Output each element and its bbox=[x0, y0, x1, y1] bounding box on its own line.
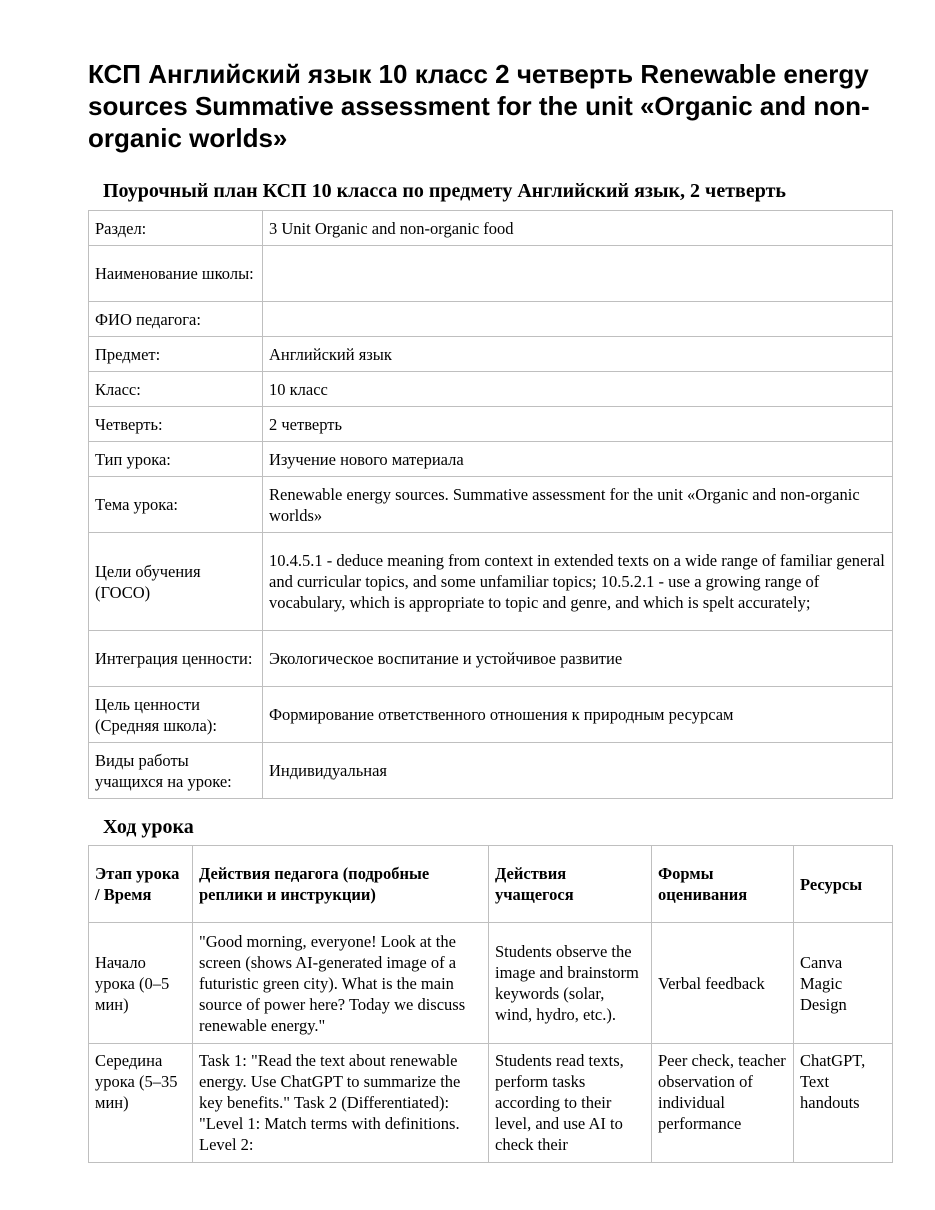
info-label: Цели обучения (ГОСО) bbox=[89, 533, 263, 631]
info-value: Формирование ответственного отношения к природным ресурсам bbox=[263, 687, 893, 743]
info-value: 3 Unit Organic and non-organic food bbox=[263, 211, 893, 246]
table-cell: Начало урока (0–5 мин) bbox=[89, 923, 193, 1044]
table-row bbox=[89, 442, 893, 477]
table-cell bbox=[489, 1044, 652, 1163]
info-label: Тип урока: bbox=[89, 442, 263, 477]
table-row bbox=[89, 477, 893, 533]
table-cell: Canva Magic Design bbox=[794, 923, 893, 1044]
cell-text: Peer check, teacher observation of individual performance bbox=[658, 1051, 786, 1133]
table-cell bbox=[794, 1044, 893, 1163]
info-label: ФИО педагога: bbox=[89, 302, 263, 337]
info-value: 10.4.5.1 - deduce meaning from context in extended texts on a wide range of familiar general and curricular topics, and some unfamiliar topics; 10.5.2.1 - use a growing range of vocabulary, which is appropriate to topic and genre, and which is spelt accurately; bbox=[263, 533, 893, 631]
info-value: Индивидуальная bbox=[263, 743, 893, 799]
info-label: Класс: bbox=[89, 372, 263, 407]
column-header: Этап урока / Время bbox=[89, 846, 193, 923]
info-label: Предмет: bbox=[89, 337, 263, 372]
cell-text: Середина урока (5–35 мин) bbox=[95, 1051, 178, 1112]
table-row bbox=[89, 337, 893, 372]
info-label: Цель ценности (Средняя школа): bbox=[89, 687, 263, 743]
lesson-info-table bbox=[88, 210, 893, 799]
info-value: 10 класс bbox=[263, 372, 893, 407]
table-header-row bbox=[89, 846, 893, 923]
table-row bbox=[89, 246, 893, 302]
column-header: Действия учащегося bbox=[489, 846, 652, 923]
info-value bbox=[263, 302, 893, 337]
table-row bbox=[89, 743, 893, 799]
table-cell: Students observe the image and brainstorm keywords (solar, wind, hydro, etc.). bbox=[489, 923, 652, 1044]
table-row bbox=[89, 372, 893, 407]
info-value: Renewable energy sources. Summative assessment for the unit «Organic and non-organic worlds» bbox=[263, 477, 893, 533]
info-label: Четверть: bbox=[89, 407, 263, 442]
table-row bbox=[89, 1044, 893, 1163]
lesson-flow-table bbox=[88, 845, 893, 1163]
table-row bbox=[89, 923, 893, 1044]
document-title: КСП Английский язык 10 класс 2 четверть Renewable energy sources Summative assessment for the unit «Organic and non-organic worlds» bbox=[88, 59, 870, 153]
cell-text: ChatGPT, Text handouts bbox=[800, 1051, 866, 1112]
info-label: Интеграция ценности: bbox=[89, 631, 263, 687]
table-row bbox=[89, 687, 893, 743]
info-value: Изучение нового материала bbox=[263, 442, 893, 477]
table-row bbox=[89, 211, 893, 246]
info-label: Раздел: bbox=[89, 211, 263, 246]
table-row bbox=[89, 407, 893, 442]
info-value bbox=[263, 246, 893, 302]
table-row bbox=[89, 631, 893, 687]
info-value: Английский язык bbox=[263, 337, 893, 372]
lesson-heading: Ход урока bbox=[103, 816, 194, 838]
plan-heading: Поурочный план КСП 10 класса по предмету Английский язык, 2 четверть bbox=[103, 180, 786, 202]
table-cell: "Good morning, everyone! Look at the screen (shows AI-generated image of a futuristic green city). What is the main source of power here? Today we discuss renewable energy." bbox=[193, 923, 489, 1044]
info-label: Тема урока: bbox=[89, 477, 263, 533]
cell-text: Students read texts, perform tasks according to their level, and use AI to check their bbox=[495, 1051, 624, 1154]
table-cell bbox=[652, 1044, 794, 1163]
info-value: 2 четверть bbox=[263, 407, 893, 442]
cell-text: Task 1: "Read the text about renewable energy. Use ChatGPT to summarize the key benefits." Task 2 (Differentiated): "Level 1: Match terms with definitions. Level 2: bbox=[199, 1051, 461, 1154]
table-cell bbox=[193, 1044, 489, 1163]
column-header: Формы оценивания bbox=[652, 846, 794, 923]
table-cell: Verbal feedback bbox=[652, 923, 794, 1044]
info-label: Виды работы учащихся на уроке: bbox=[89, 743, 263, 799]
table-cell bbox=[89, 1044, 193, 1163]
column-header: Действия педагога (подробные реплики и инструкции) bbox=[193, 846, 489, 923]
info-label: Наименование школы: bbox=[89, 246, 263, 302]
info-value: Экологическое воспитание и устойчивое развитие bbox=[263, 631, 893, 687]
column-header: Ресурсы bbox=[794, 846, 893, 923]
table-row bbox=[89, 533, 893, 631]
table-row bbox=[89, 302, 893, 337]
